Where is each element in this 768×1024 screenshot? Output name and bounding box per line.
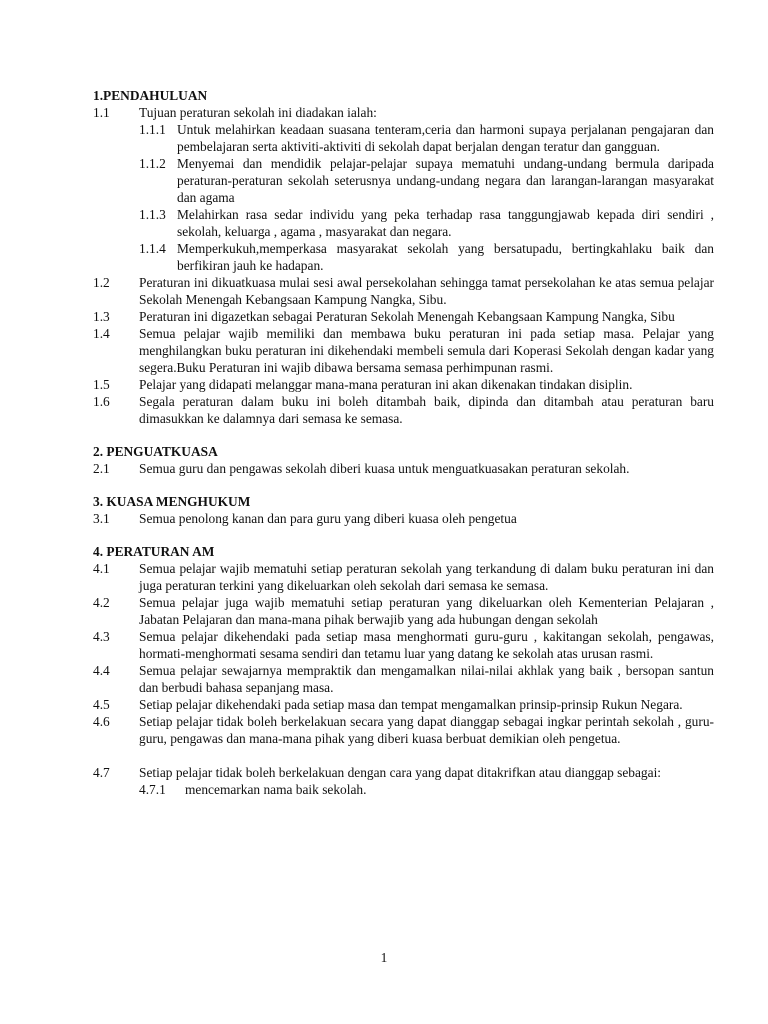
clause-number: 1.6 — [93, 394, 110, 409]
clause-4-4 — [93, 662, 714, 696]
clause-text: Setiap pelajar tidak boleh berkelakuan secara yang dapat dianggap sebagai ingkar perintah sekolah , guru-guru, pengawas dan mana-mana pihak yang diberi kuasa berbuat demikian oleh pengetua. — [139, 714, 714, 746]
clause-text: Peraturan ini dikuatkuasa mulai sesi awal persekolahan sehingga tamat persekolahan ke atas semua pelajar Sekolah Menengah Kebangsaan Kampung Nangka, Sibu. — [139, 275, 714, 307]
subclause-1-1-1 — [139, 121, 714, 155]
clause-number: 1.2 — [93, 275, 110, 290]
subclause-1-1-2 — [139, 155, 714, 206]
clause-text: Semua pelajar dikehendaki pada setiap masa menghormati guru-guru , kakitangan sekolah, pengawas, hormati-menghormati sesama sendiri dan tetamu luar yang datang ke sekolah atas urusan rasmi. — [139, 629, 714, 661]
clause-1-1 — [93, 104, 714, 121]
clause-4-7 — [93, 764, 714, 781]
spacer — [93, 527, 714, 543]
section-heading-peraturan-am: 4. PERATURAN AM — [93, 544, 215, 559]
clause-number: 3.1 — [93, 511, 110, 526]
subclause-number: 4.7.1 — [139, 782, 166, 797]
clause-4-5 — [93, 696, 714, 713]
clause-number: 4.2 — [93, 595, 110, 610]
clause-text: Semua pelajar sewajarnya mempraktik dan mengamalkan nilai-nilai akhlak yang baik , bersopan santun dan berbudi bahasa sepanjang masa. — [139, 663, 714, 695]
subclause-text: Untuk melahirkan keadaan suasana tenteram,ceria dan harmoni supaya perjalanan pengajaran dan pembelajaran serta aktiviti-aktiviti di sekolah dapat berjalan dengan teratur dan gangguan. — [177, 122, 714, 154]
document-page — [93, 87, 714, 798]
subclause-text: Menyemai dan mendidik pelajar-pelajar supaya mematuhi undang-undang bermula daripada peraturan-peraturan sekolah seterusnya undang-undang negara dan larangan-larangan masyarakat dan agama — [177, 156, 714, 205]
clause-text: Semua pelajar juga wajib mematuhi setiap peraturan yang dikeluarkan oleh Kementerian Pelajaran , Jabatan Pelajaran dan mana-mana pihak berwajib yang ada hubungan dengan sekolah — [139, 595, 714, 627]
subclause-text: Memperkukuh,memperkasa masyarakat sekolah yang bersatupadu, bertingkahlaku baik dan berfikiran jauh ke hadapan. — [177, 241, 714, 273]
clause-number: 1.1 — [93, 105, 110, 120]
clause-1-6 — [93, 393, 714, 427]
spacer — [93, 427, 714, 443]
subclause-1-1-3 — [139, 206, 714, 240]
clause-text: Semua guru dan pengawas sekolah diberi kuasa untuk menguatkuasakan peraturan sekolah. — [139, 461, 630, 476]
page-number: 1 — [380, 950, 388, 965]
clause-text: Semua pelajar wajib mematuhi setiap peraturan sekolah yang terkandung di dalam buku peraturan ini dan juga peraturan terkini yang dikeluarkan oleh sekolah dari semasa ke semasa. — [139, 561, 714, 593]
clause-number: 4.3 — [93, 629, 110, 644]
subclause-number: 1.1.2 — [139, 156, 166, 171]
clause-number: 4.4 — [93, 663, 110, 678]
section-heading-pendahuluan: 1.PENDAHULUAN — [93, 88, 208, 103]
clause-4-2 — [93, 594, 714, 628]
clause-number: 4.7 — [93, 765, 110, 780]
clause-1-5 — [93, 376, 714, 393]
clause-text: Peraturan ini digazetkan sebagai Peraturan Sekolah Menengah Kebangsaan Kampung Nangka, Sibu — [139, 309, 675, 324]
clause-4-6 — [93, 713, 714, 747]
section-heading-penguatkuasa: 2. PENGUATKUASA — [93, 444, 218, 459]
subclause-number: 1.1.1 — [139, 122, 166, 137]
clause-4-3 — [93, 628, 714, 662]
subclause-1-1-4 — [139, 240, 714, 274]
clause-number: 4.5 — [93, 697, 110, 712]
spacer — [93, 477, 714, 493]
clause-text: Setiap pelajar tidak boleh berkelakuan dengan cara yang dapat ditakrifkan atau dianggap sebagai: — [139, 765, 662, 780]
subclause-number: 1.1.4 — [139, 241, 166, 256]
subclause-text: Melahirkan rasa sedar individu yang peka terhadap rasa tanggungjawab kepada diri sendiri , sekolah, keluarga , agama , masyarakat dan negara. — [177, 207, 714, 239]
subclause-number: 1.1.3 — [139, 207, 166, 222]
clause-number: 2.1 — [93, 461, 110, 476]
clause-text: Setiap pelajar dikehendaki pada setiap masa dan tempat mengamalkan prinsip-prinsip Rukun Negara. — [139, 697, 683, 712]
spacer — [93, 747, 714, 764]
clause-text: Semua pelajar wajib memiliki dan membawa buku peraturan ini pada setiap masa. Pelajar yang menghilangkan buku peraturan ini dikehendaki membeli semula dari Koperasi Sekolah dengan kadar yang segera.Buku Peraturan ini wajib dibawa bersama semasa perhimpunan rasmi. — [139, 326, 714, 375]
clause-1-2 — [93, 274, 714, 308]
clause-number: 4.1 — [93, 561, 110, 576]
clause-number: 1.5 — [93, 377, 110, 392]
clause-1-4 — [93, 325, 714, 376]
clause-text: Segala peraturan dalam buku ini boleh ditambah baik, dipinda dan ditambah atau peraturan baru dimasukkan ke dalamnya dari semasa ke semasa. — [139, 394, 714, 426]
clause-number: 1.3 — [93, 309, 110, 324]
subclause-text: mencemarkan nama baik sekolah. — [185, 782, 367, 797]
clause-text: Semua penolong kanan dan para guru yang diberi kuasa oleh pengetua — [139, 511, 517, 526]
section-heading-kuasa-menghukum: 3. KUASA MENGHUKUM — [93, 494, 251, 509]
clause-number: 1.4 — [93, 326, 110, 341]
clause-2-1 — [93, 460, 714, 477]
clause-number: 4.6 — [93, 714, 110, 729]
clause-4-1 — [93, 560, 714, 594]
subclause-4-7-1 — [139, 781, 714, 798]
clause-1-3 — [93, 308, 714, 325]
clause-text: Tujuan peraturan sekolah ini diadakan ialah: — [139, 105, 377, 120]
clause-3-1 — [93, 510, 714, 527]
clause-text: Pelajar yang didapati melanggar mana-mana peraturan ini akan dikenakan tindakan disiplin. — [139, 377, 633, 392]
